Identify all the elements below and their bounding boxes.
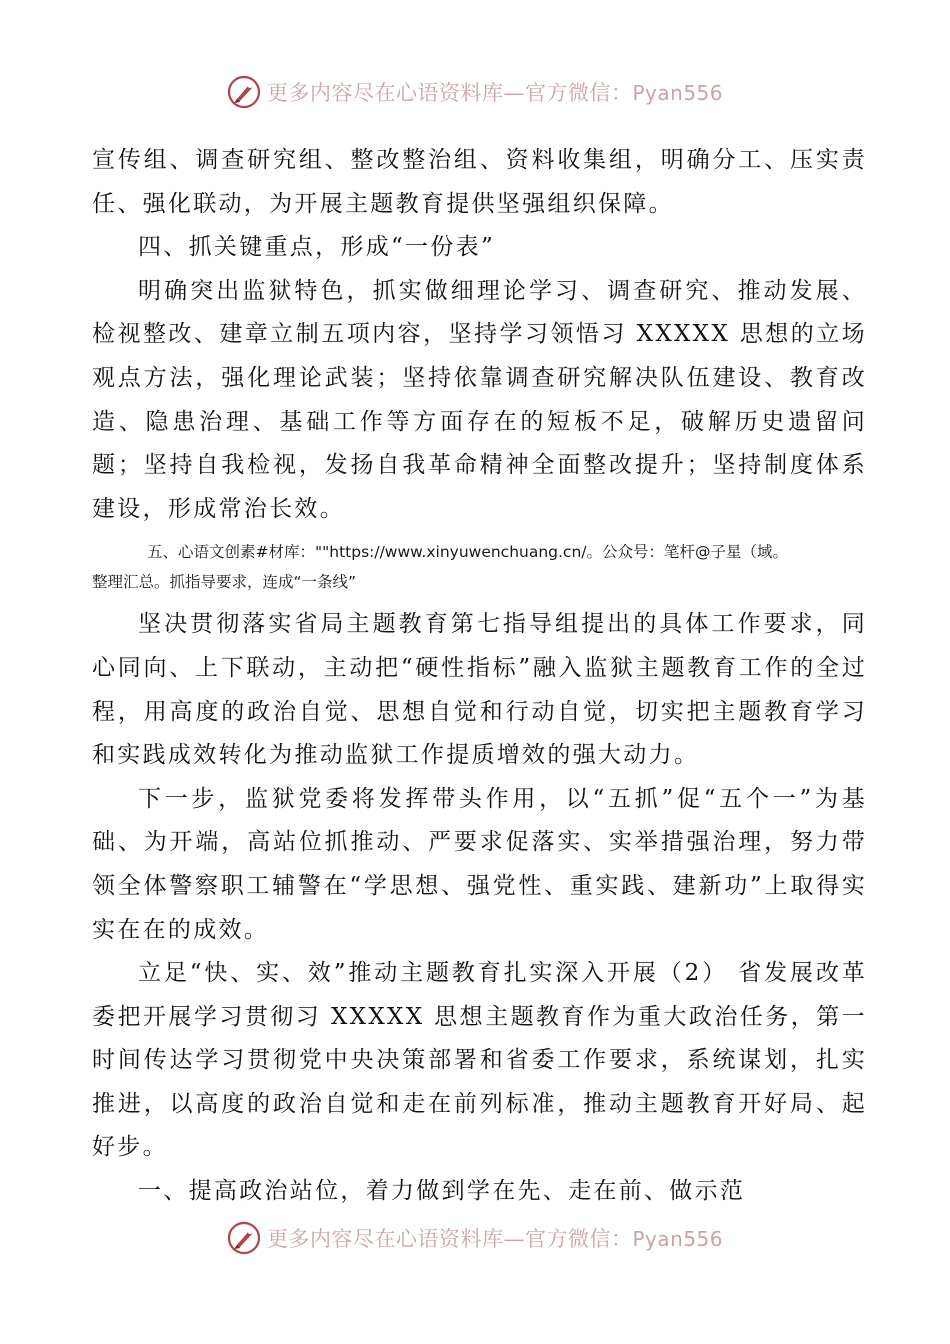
section-heading-four: 四、抓关键重点，形成“一份表”	[138, 234, 496, 261]
paragraph-continuation: 宣传组、调查研究组、整改整治组、资料收集组，明确分工、压实责任、强化联动，为开展主题教育提供坚强组织保障。	[92, 147, 867, 217]
paragraph: 坚决贯彻落实省局主题教育第七指导组提出的具体工作要求，同心同向、上下联动，主动把“硬性指标”融入监狱主题教育工作的全过程，用高度的政治自觉、思想自觉和行动自觉，切实把主题教育学习和实践成效转化为推动监狱工作提质增效的强大动力。	[92, 611, 867, 769]
pen-logo-icon	[227, 75, 261, 109]
paragraph: 下一步，监狱党委将发挥带头作用，以“五抓”促“五个一”为基础、为开端，高站位抓推动、严要求促落实、实举措强治理，努力带领全体警察职工辅警在“学思想、强党性、重实践、建新功”上取得实实在在的成效。	[92, 785, 867, 943]
watermark-footer	[0, 1218, 950, 1258]
watermark-text: 更多内容尽在心语资料库—官方微信：Pyan556	[266, 1227, 723, 1251]
watermark-text: 更多内容尽在心语资料库—官方微信：Pyan556	[266, 81, 723, 105]
section-heading-one: 一、提高政治站位，着力做到学在先、走在前、做示范	[138, 1178, 746, 1205]
source-notice	[92, 537, 867, 597]
source-notice-line-1: 五、心语文创素#材库：""https://www.xinyuwenchuang.cn/。公众号：笔杆@子星（域。	[147, 543, 789, 562]
pen-logo-icon	[227, 1221, 261, 1255]
watermark-header	[0, 72, 950, 112]
document-body	[92, 139, 867, 1214]
paragraph: 立足“快、实、效”推动主题教育扎实深入开展（2） 省发展改革委把开展学习贯彻习 XXXXX 思想主题教育作为重大政治任务，第一时间传达学习贯彻党中央决策部署和省委工作要求，系统谋划，扎实推进，以高度的政治自觉和走在前列标准，推动主题教育开好局、起好步。	[92, 960, 867, 1161]
source-notice-line-2: 整理汇总。抓指导要求，连成“一条线”	[92, 573, 357, 592]
paragraph: 明确突出监狱特色，抓实做细理论学习、调查研究、推动发展、检视整改、建章立制五项内容，坚持学习领悟习 XXXXX 思想的立场观点方法，强化理论武装；坚持依靠调查研究解决队伍建设、教育改造、隐患治理、基础工作等方面存在的短板不足，破解历史遗留问题；坚持自我检视，发扬自我革命精神全面整改提升；坚持制度体系建设，形成常治长效。	[92, 277, 867, 522]
